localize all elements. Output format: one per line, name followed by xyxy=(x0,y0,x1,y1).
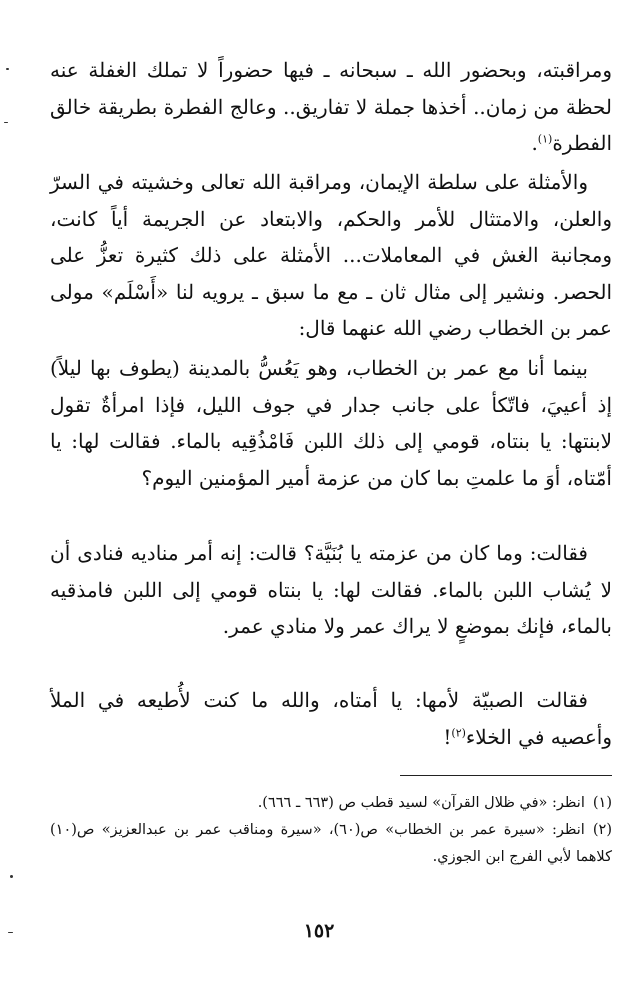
body-paragraph-2 xyxy=(50,164,612,347)
footnote-text: انظر: «في ظلال القرآن» لسيد قطب ص (٦٦٣ ـ ٦٦٦). xyxy=(257,795,585,811)
scan-speck xyxy=(8,932,13,933)
footnote-text: انظر: «سيرة عمر بن الخطاب» ص(٦٠)، «سيرة ومناقب عمر بن عبدالعزيز» ص(١٠) كلاهما لأبي الفرج ابن الجوزي. xyxy=(50,822,612,865)
footnote-2 xyxy=(50,817,612,871)
scan-speck xyxy=(4,122,8,123)
body-paragraph-4 xyxy=(50,535,612,645)
paragraph-text: ومراقبته، وبحضور الله ـ سبحانه ـ فيها حضوراً لا تملك الغفلة عنه لحظة من زمان.. أخذها جملة لا تفاريق.. وعالج الفطرة بطريقة خالق الفطرة xyxy=(50,58,612,155)
paragraph-text: فقالت: وما كان من عزمته يا بُنَيَّة؟ قالت: إنه أمر مناديه فنادى أن لا يُشاب اللبن بالماء. فقالت لها: يا بنتاه قومي إلى اللبن فامذقيه بالماء، فإنك بموضعٍ لا يراك عمر ولا منادي عمر. xyxy=(50,541,612,638)
paragraph-tail: . xyxy=(531,131,538,155)
footnotes xyxy=(50,790,612,871)
footnote-1 xyxy=(50,790,612,817)
footnote-ref: (٢) xyxy=(451,725,466,739)
footnote-number: (١) xyxy=(592,795,612,811)
footnote-divider xyxy=(400,775,612,776)
scan-speck xyxy=(6,68,9,70)
body-paragraph-5 xyxy=(50,682,612,755)
paragraph-text: والأمثلة على سلطة الإيمان، ومراقبة الله تعالى وخشيته في السرّ والعلن، والامتثال للأمر والحكم، والابتعاد عن الجريمة أياً كانت، ومجانبة الغش في المعاملات... الأمثلة على ذلك كثيرة تعزُّ على الحصر. ونشير إلى مثال ثان ـ مع ما سبق ـ يرويه لنا «أَسْلَم» مولى عمر بن الخطاب رضي الله عنهما قال: xyxy=(50,170,612,340)
footnote-number: (٢) xyxy=(592,822,612,838)
paragraph-text: بينما أنا مع عمر بن الخطاب، وهو يَعُسُّ بالمدينة (يطوف بها ليلاً) إذ أعييَ، فاتّكأ على جانب جدار في جوف الليل، فإذا امرأةٌ تقول لابنتها: يا بنتاه، قومي إلى ذلك اللبن فَامْذُقِيه بالماء. فقالت لها: يا أمّتاه، أوَ ما علمتِ بما كان من عزمة أمير المؤمنين اليوم؟ xyxy=(50,356,612,490)
body-paragraph-3 xyxy=(50,350,612,496)
body-paragraph-1 xyxy=(50,52,612,162)
scan-speck xyxy=(10,875,13,878)
footnote-ref: (١) xyxy=(537,132,553,146)
paragraph-text: فقالت الصبيّة لأمها: يا أمتاه، والله ما كنت لأُطيعه في الملأ وأعصيه في الخلاء xyxy=(50,688,612,749)
paragraph-tail: ! xyxy=(443,724,452,749)
page-number: ١٥٢ xyxy=(303,920,335,942)
